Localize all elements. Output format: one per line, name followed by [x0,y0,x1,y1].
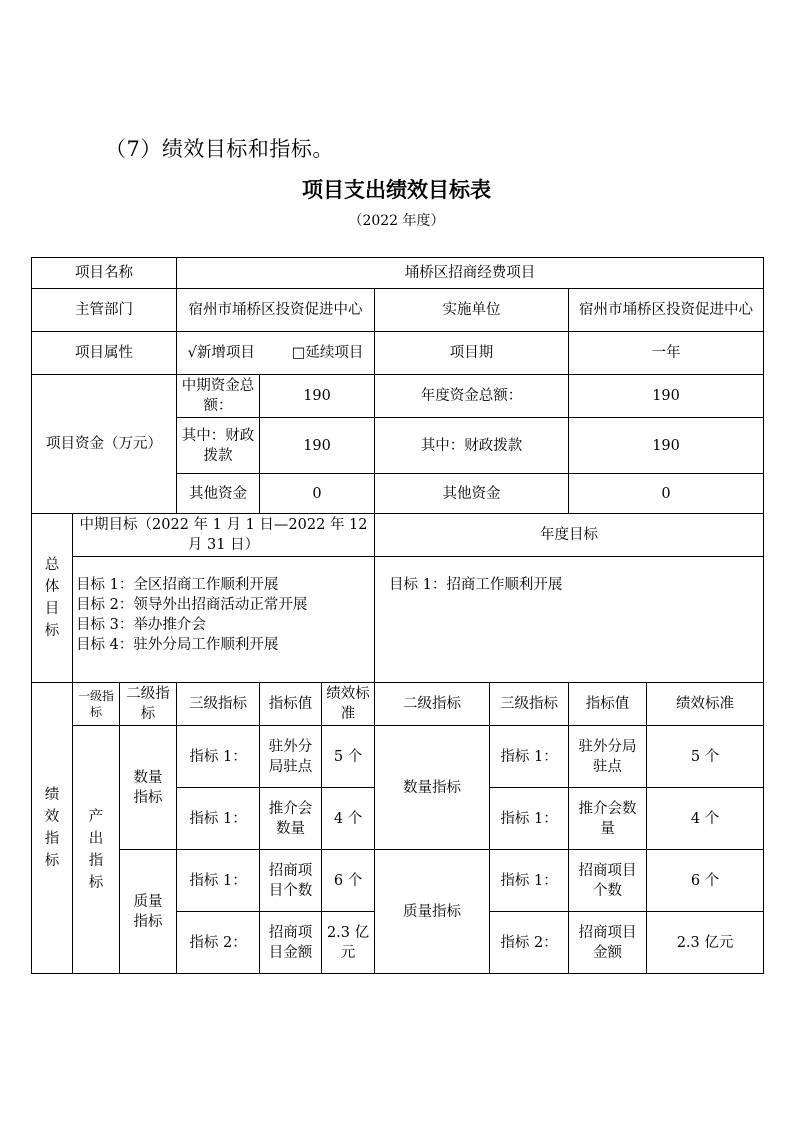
value-cell: 驻外分局驻点 [260,726,322,788]
attribute-value [177,332,375,375]
mid-total-value: 190 [260,375,375,418]
level2-quality: 质量指标 [120,850,177,974]
header-level3: 三级指标 [177,683,260,726]
r-level3-cell: 指标 1： [490,850,569,912]
mid-goal-item: 目标 1：全区招商工作顺利开展 [76,577,279,593]
r-level3-cell: 指标 2： [490,912,569,974]
year-goal-header: 年度目标 [375,514,764,557]
value-cell: 招商项目金额 [260,912,322,974]
mid-goal-item: 目标 2：领导外出招商活动正常开展 [76,597,308,613]
period-label: 项目期 [375,332,569,375]
r-value-cell: 招商项目个数 [569,850,647,912]
level3-cell: 指标 1： [177,850,260,912]
attribute-label: 项目属性 [32,332,177,375]
level3-cell: 指标 1： [177,726,260,788]
year-fiscal-value: 190 [569,418,764,474]
level3-cell: 指标 1： [177,788,260,850]
r-value-cell: 驻外分局驻点 [569,726,647,788]
department-label: 主管部门 [32,289,177,332]
r-level3-cell: 指标 1： [490,726,569,788]
implementing-unit-label: 实施单位 [375,289,569,332]
funds-label: 项目资金（万元） [32,375,177,514]
mid-goal-item: 目标 4：驻外分局工作顺利开展 [76,637,279,653]
row-goals-content [32,557,764,683]
header-standard: 绩效标准 [322,683,375,726]
indicator-row [32,726,764,788]
year-fiscal-label: 其中：财政拨款 [375,418,569,474]
r-value-cell: 招商项目金额 [569,912,647,974]
year-total-value: 190 [569,375,764,418]
performance-indicators-label: 绩效指标 [32,683,73,974]
indicator-row [32,850,764,912]
row-department [32,289,764,332]
row-goals-header [32,514,764,557]
row-indicator-headers [32,683,764,726]
header-r-value: 指标值 [569,683,647,726]
year-goal-item: 目标 1：招商工作顺利开展 [389,577,563,593]
r-standard-cell: 6 个 [647,850,764,912]
attr-continue: □延续项目 [291,345,364,361]
year-goal-list [375,557,764,683]
r-standard-cell: 2.3 亿元 [647,912,764,974]
r-level2-quality: 质量指标 [375,850,490,974]
r-standard-cell: 5 个 [647,726,764,788]
header-value: 指标值 [260,683,322,726]
row-funds-total [32,375,764,418]
department-value: 宿州市埇桥区投资促进中心 [177,289,375,332]
mid-goal-item: 目标 3：举办推介会 [76,617,206,633]
mid-total-label: 中期资金总额： [177,375,260,418]
mid-other-label: 其他资金 [177,474,260,514]
year-total-label: 年度资金总额： [375,375,569,418]
project-name-label: 项目名称 [32,258,177,289]
table-subtitle: （2022 年度） [348,213,445,229]
row-project-name [32,258,764,289]
mid-fiscal-value: 190 [260,418,375,474]
header-level2: 二级指标 [120,683,177,726]
header-r-level3: 三级指标 [490,683,569,726]
level1-output: 产出指标 [73,726,120,974]
year-other-value: 0 [569,474,764,514]
header-r-level2: 二级指标 [375,683,490,726]
r-level2-quantity: 数量指标 [375,726,490,850]
r-standard-cell: 4 个 [647,788,764,850]
level2-quantity: 数量指标 [120,726,177,850]
attr-new: √新增项目 [187,345,255,361]
value-cell: 招商项目个数 [260,850,322,912]
project-name-value: 埇桥区招商经费项目 [177,258,764,289]
standard-cell: 5 个 [322,726,375,788]
mid-goal-list [73,557,375,683]
section-heading: （7）绩效目标和指标。 [105,137,334,161]
level3-cell: 指标 2： [177,912,260,974]
mid-fiscal-label: 其中：财政拨款 [177,418,260,474]
period-value: 一年 [569,332,764,375]
table-title: 项目支出绩效目标表 [302,178,491,202]
implementing-unit-value: 宿州市埇桥区投资促进中心 [569,289,764,332]
standard-cell: 6 个 [322,850,375,912]
mid-other-value: 0 [260,474,375,514]
overall-goals-label: 总体目标 [32,514,73,683]
year-other-label: 其他资金 [375,474,569,514]
r-value-cell: 推介会数量 [569,788,647,850]
row-attribute [32,332,764,375]
header-level1: 一级指标 [73,683,120,726]
performance-table [31,257,764,974]
mid-goal-header: 中期目标（2022 年 1 月 1 日—2022 年 12 月 31 日） [73,514,375,557]
standard-cell: 4 个 [322,788,375,850]
standard-cell: 2.3 亿元 [322,912,375,974]
header-r-standard: 绩效标准 [647,683,764,726]
value-cell: 推介会数量 [260,788,322,850]
r-level3-cell: 指标 1： [490,788,569,850]
